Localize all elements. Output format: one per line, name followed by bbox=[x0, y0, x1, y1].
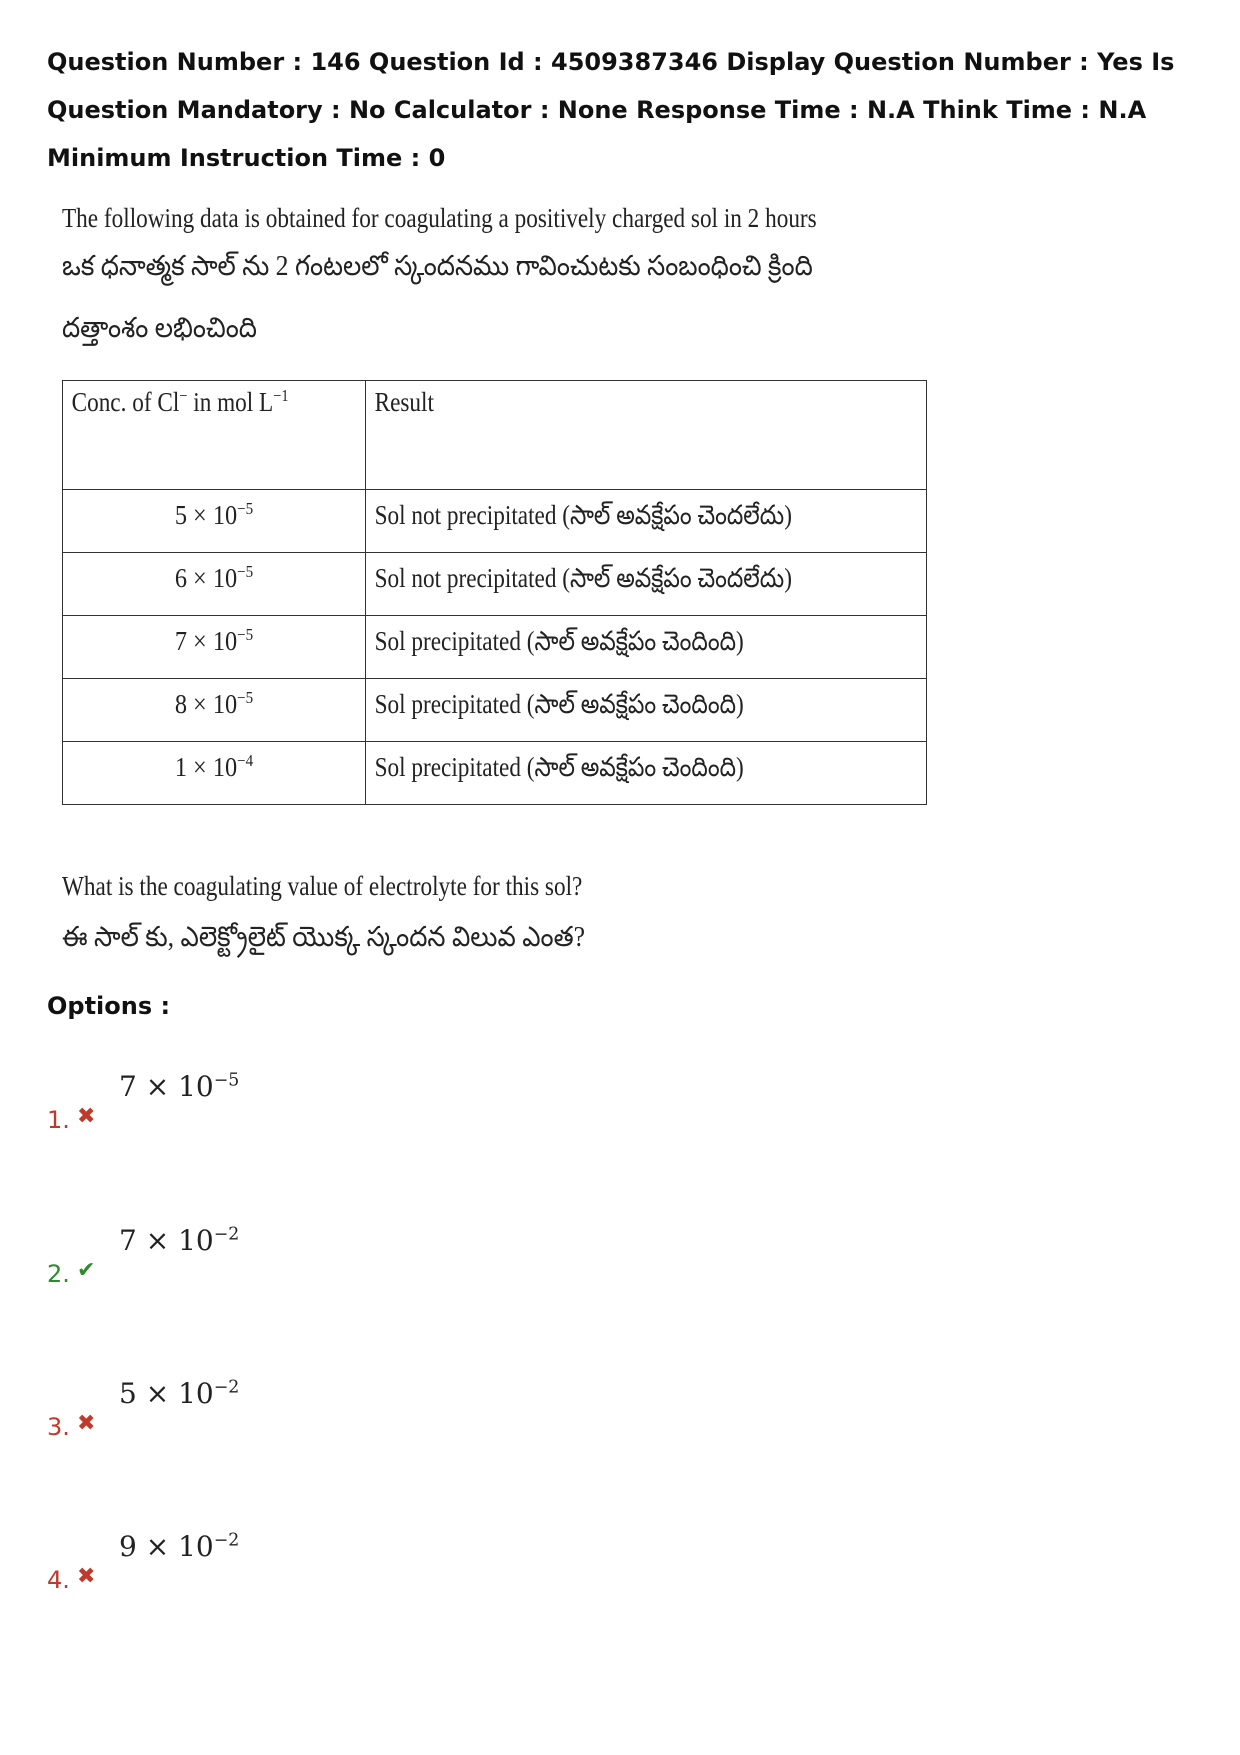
conc-mantissa: 8 × 10 bbox=[174, 689, 238, 719]
option-number: 2. bbox=[47, 1260, 70, 1288]
header-conc-unit-exp: −1 bbox=[273, 386, 289, 405]
option-exponent: −5 bbox=[213, 1070, 240, 1091]
table-header-result bbox=[366, 381, 927, 490]
option-1[interactable] bbox=[47, 1070, 447, 1150]
option-4[interactable] bbox=[47, 1530, 447, 1610]
conc-exponent: −5 bbox=[237, 562, 254, 581]
result-text: Sol precipitated (సాల్ అవక్షేపం చెందింది) bbox=[374, 626, 744, 656]
conc-exponent: −5 bbox=[237, 499, 254, 518]
option-exponent: −2 bbox=[213, 1377, 240, 1398]
conc-mantissa: 6 × 10 bbox=[174, 563, 238, 593]
question-intro-english: The following data is obtained for coagulating a positively charged sol in 2 hours bbox=[62, 203, 817, 233]
option-2[interactable] bbox=[47, 1224, 447, 1304]
cross-icon: ✖ bbox=[77, 1564, 96, 1589]
table-row bbox=[63, 553, 927, 616]
question-prompt-english: What is the coagulating value of electrolyte for this sol? bbox=[62, 871, 583, 901]
question-intro-telugu: ఒక ధనాత్మక సాల్ ను 2 గంటలలో స్కందనము గావించుటకు సంబంధించి క్రింది దత్తాంశం లభించింది bbox=[62, 251, 813, 344]
table-cell-concentration bbox=[63, 679, 366, 742]
option-mantissa: 7 × 10 bbox=[119, 1070, 214, 1103]
question-prompt bbox=[62, 868, 942, 968]
table-cell-concentration bbox=[63, 616, 366, 679]
table-row bbox=[63, 616, 927, 679]
result-text: Sol precipitated (సాల్ అవక్షేపం చెందింది) bbox=[374, 689, 744, 719]
question-metadata-header: Question Number : 146 Question Id : 4509387346 Display Question Number : Yes Is Question Mandatory : No Calculator : None Response Time : N.A Think Time : N.A Minimum Instruction Time : 0 bbox=[47, 48, 1175, 172]
concentration-result-table bbox=[62, 380, 927, 805]
table-cell-concentration bbox=[63, 742, 366, 805]
result-text: Sol not precipitated (సాల్ అవక్షేపం చెందలేదు) bbox=[374, 563, 792, 593]
table-cell-concentration bbox=[63, 553, 366, 616]
option-value bbox=[119, 1070, 239, 1103]
cross-icon: ✖ bbox=[77, 1104, 96, 1129]
option-value bbox=[119, 1377, 239, 1410]
conc-mantissa: 1 × 10 bbox=[174, 752, 238, 782]
question-intro bbox=[62, 200, 942, 360]
options-heading: Options : bbox=[47, 992, 171, 1020]
option-mantissa: 9 × 10 bbox=[119, 1530, 214, 1563]
table-row bbox=[63, 679, 927, 742]
conc-mantissa: 5 × 10 bbox=[174, 500, 238, 530]
header-conc-unit: in mol L bbox=[187, 387, 274, 417]
result-text: Sol not precipitated (సాల్ అవక్షేపం చెందలేదు) bbox=[374, 500, 792, 530]
result-text: Sol precipitated (సాల్ అవక్షేపం చెందింది) bbox=[374, 752, 744, 782]
option-number: 3. bbox=[47, 1413, 70, 1441]
table-cell-result bbox=[366, 742, 927, 805]
option-exponent: −2 bbox=[213, 1530, 240, 1551]
conc-exponent: −5 bbox=[237, 688, 254, 707]
option-number: 4. bbox=[47, 1566, 70, 1594]
option-value bbox=[119, 1224, 239, 1257]
table-cell-result bbox=[366, 490, 927, 553]
table-cell-result bbox=[366, 679, 927, 742]
option-3[interactable] bbox=[47, 1377, 447, 1457]
question-prompt-telugu: ఈ సాల్ కు, ఎలెక్ట్రోలైట్ యొక్క స్కందన విలువ ఎంత? bbox=[62, 922, 586, 953]
option-mantissa: 5 × 10 bbox=[119, 1377, 214, 1410]
option-exponent: −2 bbox=[213, 1224, 240, 1245]
option-value bbox=[119, 1530, 239, 1563]
table-cell-concentration bbox=[63, 490, 366, 553]
header-conc-text: Conc. of Cl bbox=[71, 387, 180, 417]
table-row bbox=[63, 742, 927, 805]
table-row bbox=[63, 490, 927, 553]
conc-exponent: −5 bbox=[237, 625, 254, 644]
option-number: 1. bbox=[47, 1106, 70, 1134]
conc-exponent: −4 bbox=[237, 751, 254, 770]
table-cell-result bbox=[366, 616, 927, 679]
check-icon: ✔ bbox=[77, 1258, 96, 1283]
option-mantissa: 7 × 10 bbox=[119, 1224, 214, 1257]
header-conc-charge: − bbox=[179, 386, 188, 405]
conc-mantissa: 7 × 10 bbox=[174, 626, 238, 656]
table-cell-result bbox=[366, 553, 927, 616]
cross-icon: ✖ bbox=[77, 1411, 96, 1436]
table-header-row bbox=[63, 381, 927, 490]
table-header-concentration bbox=[63, 381, 366, 490]
header-result-text: Result bbox=[374, 387, 434, 417]
